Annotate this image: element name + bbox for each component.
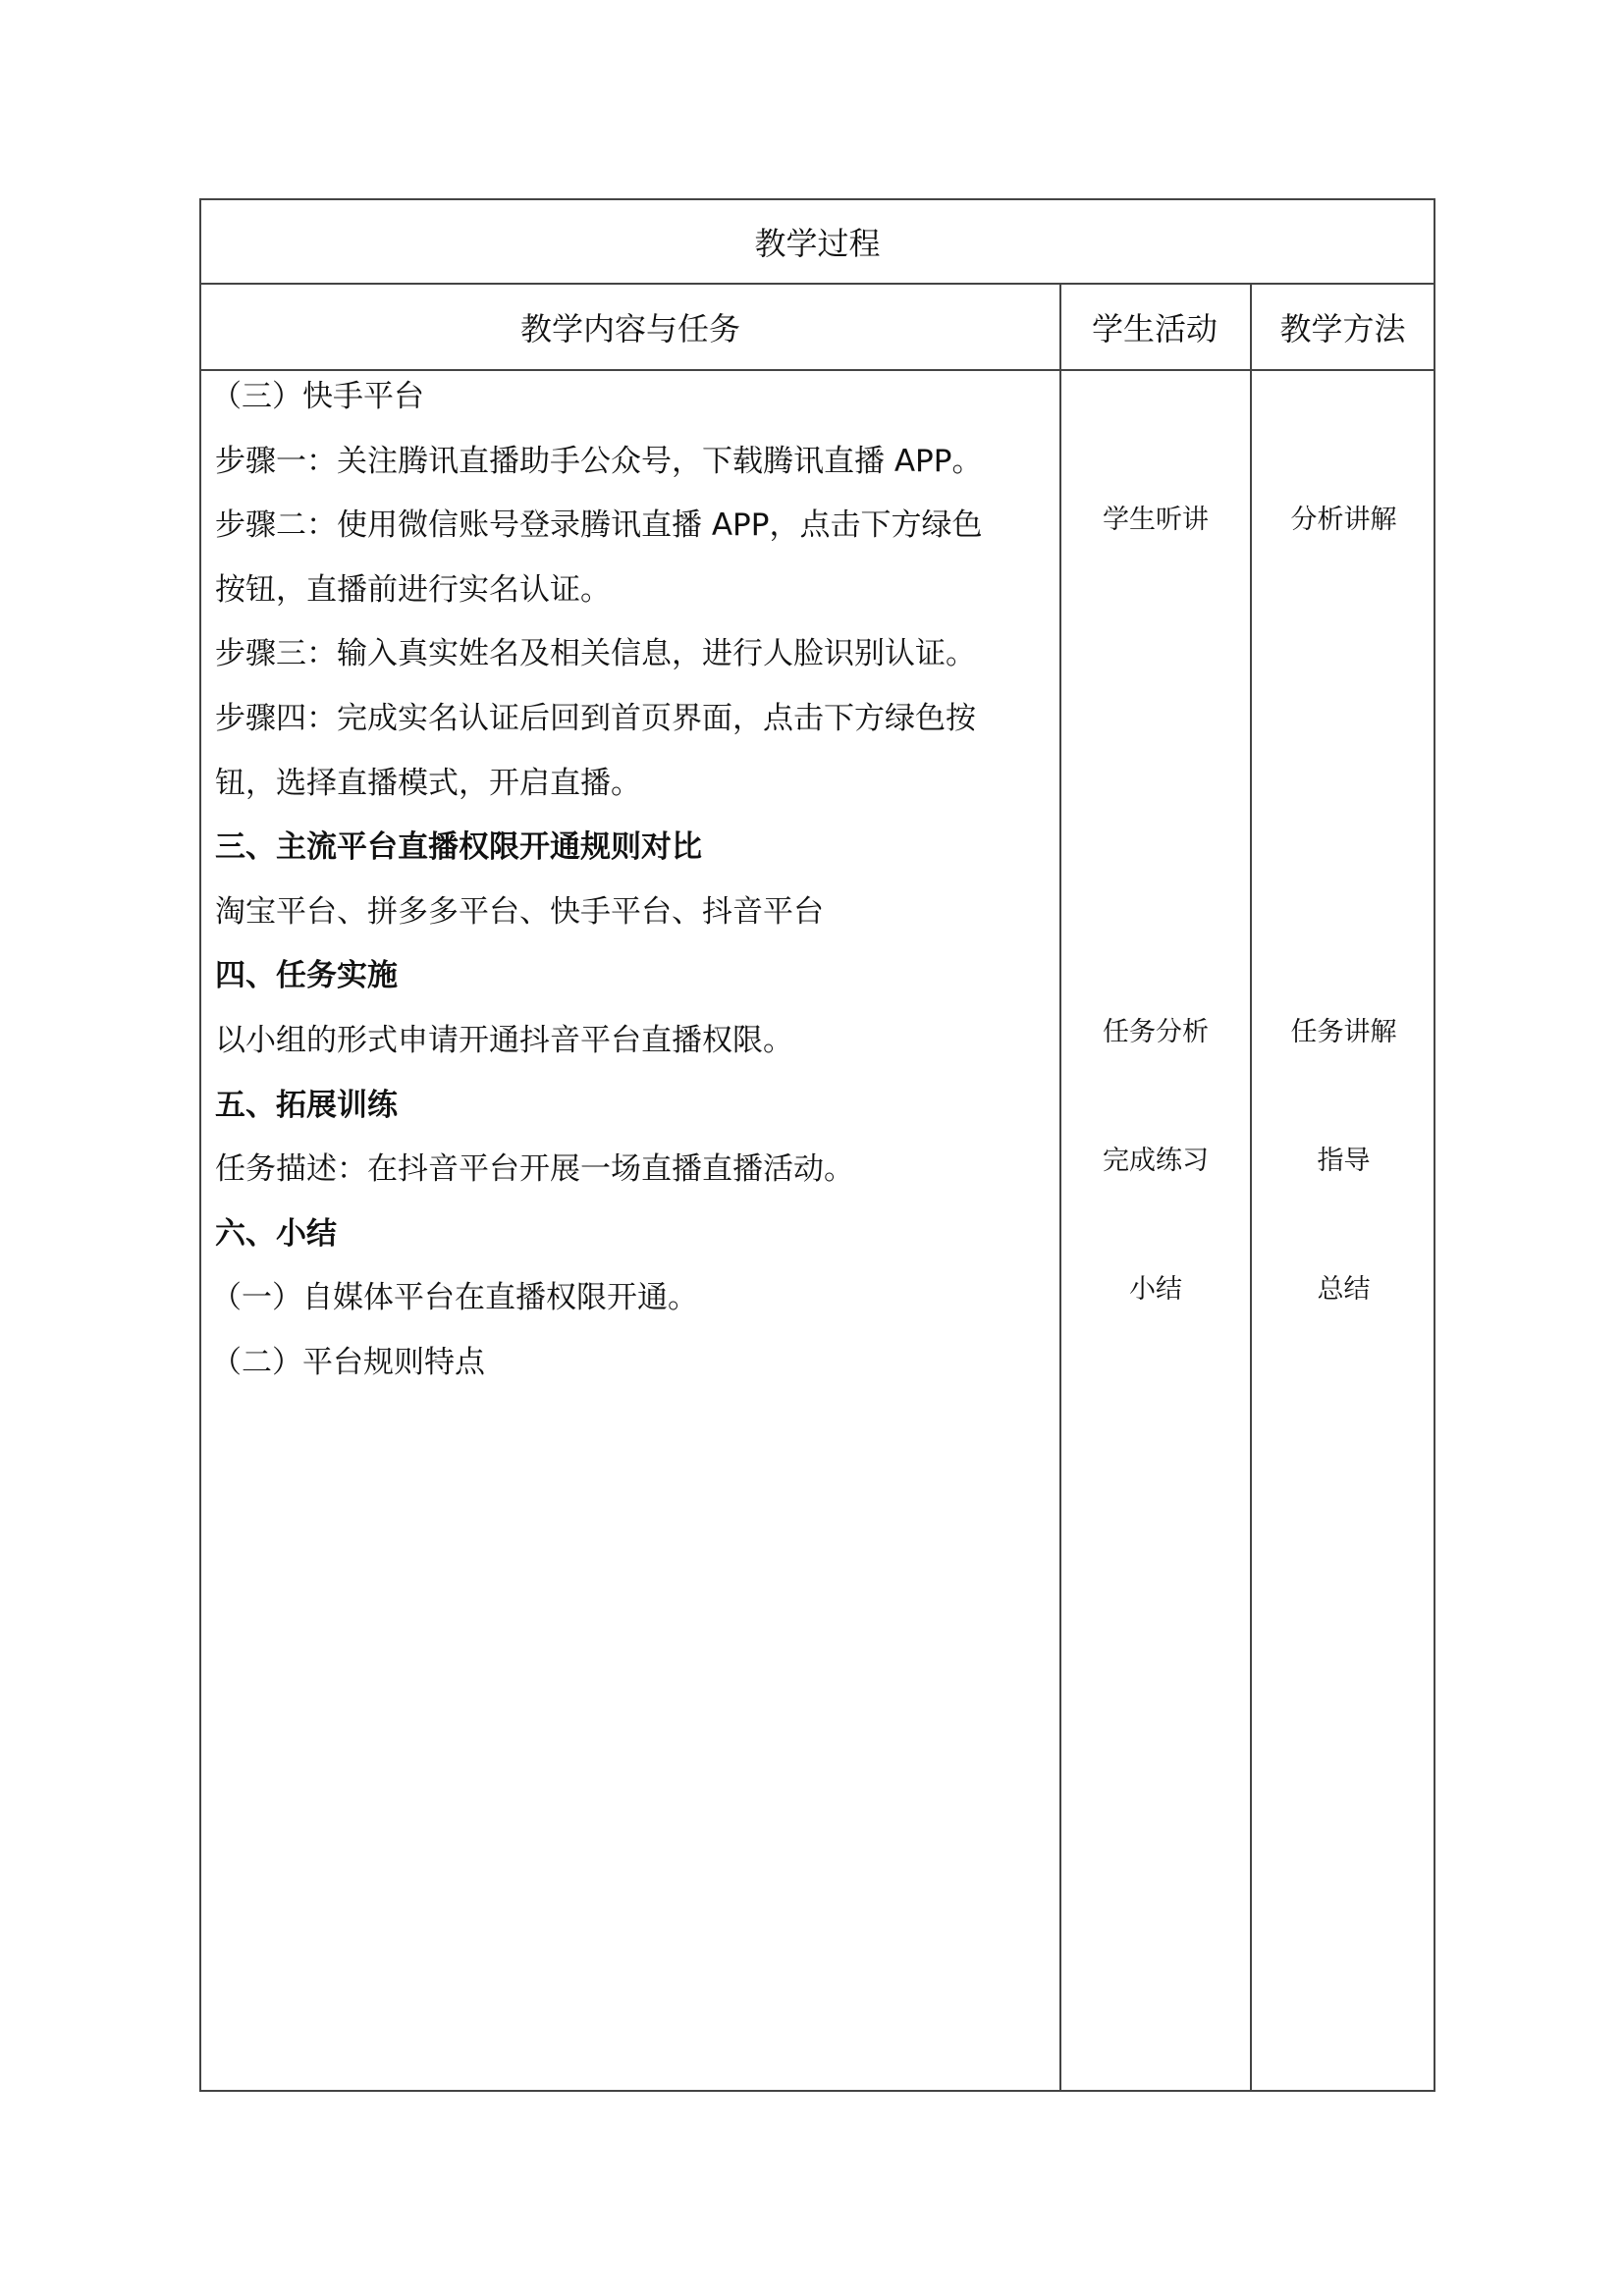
teaching-method-item: 指导 [1317,1146,1371,1176]
section-heading: 三、主流平台直播权限开通规则对比 [215,829,702,866]
content-line: 任务描述：在抖音平台开展一场直播直播活动。 [215,1151,854,1188]
header-teaching-method: 教学方法 [1279,310,1406,347]
student-activity-item: 小结 [1129,1274,1182,1305]
teaching-method-item: 分析讲解 [1290,505,1397,535]
content-line: 步骤一：关注腾讯直播助手公众号，下载腾讯直播 APP。 [215,443,983,479]
teaching-process-table [199,198,1435,2092]
table-header-row [201,285,1434,371]
table-title: 教学过程 [201,200,1434,285]
section-heading: 五、拓展训练 [215,1087,398,1123]
column-divider [1250,285,1252,2090]
header-student-activity: 学生活动 [1091,310,1218,347]
header-content: 教学内容与任务 [519,310,740,347]
content-line: （一）自媒体平台在直播权限开通。 [211,1280,698,1316]
student-activity-item: 完成练习 [1103,1146,1209,1176]
content-line: （二）平台规则特点 [211,1344,485,1380]
section-heading: 六、小结 [215,1215,337,1252]
content-line: （三）快手平台 [211,379,424,414]
student-activity-item: 任务分析 [1103,1017,1209,1047]
content-line: 以小组的形式申请开通抖音平台直播权限。 [215,1022,793,1058]
content-line: 淘宝平台、拼多多平台、快手平台、抖音平台 [215,893,824,930]
content-cell [211,375,1050,1406]
student-activity-item: 学生听讲 [1103,505,1209,535]
content-line: 步骤四：完成实名认证后回到首页界面，点击下方绿色按 [215,700,976,736]
content-line: 按钮，直播前进行实名认证。 [215,571,611,608]
teaching-method-item: 任务讲解 [1290,1017,1397,1047]
teaching-method-item: 总结 [1317,1274,1371,1305]
content-line: 步骤二：使用微信账号登录腾讯直播 APP，点击下方绿色 [215,507,983,544]
content-line: 步骤三：输入真实姓名及相关信息，进行人脸识别认证。 [215,636,976,672]
column-divider [1059,285,1061,2090]
content-line: 钮，选择直播模式，开启直播。 [215,765,641,801]
section-heading: 四、任务实施 [215,958,398,994]
